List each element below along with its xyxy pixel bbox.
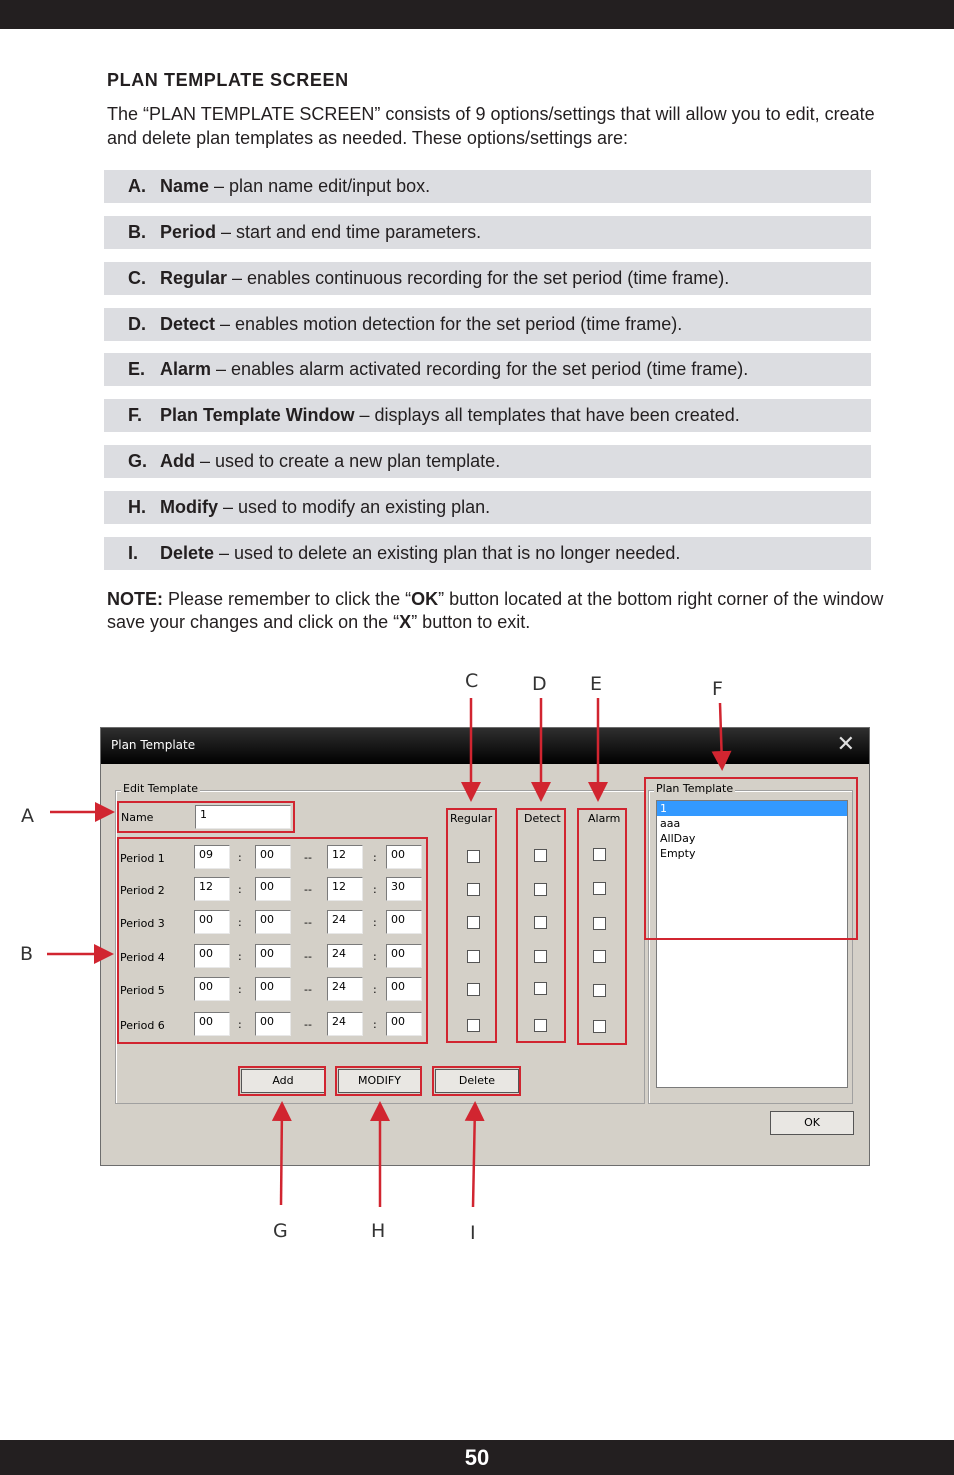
option-desc: – plan name edit/input box. — [209, 176, 431, 196]
list-item[interactable]: aaa — [660, 817, 681, 830]
period-start-minute[interactable]: 00 — [255, 910, 291, 934]
colon: : — [373, 883, 377, 896]
note-label: NOTE: — [107, 589, 163, 609]
period-start-minute[interactable]: 00 — [255, 944, 291, 968]
note-text-1: Please remember to click the “ — [163, 589, 412, 609]
option-e — [104, 353, 871, 386]
period-end-hour[interactable]: 12 — [327, 877, 363, 901]
page-number-bar — [0, 1440, 954, 1475]
option-letter: F. — [128, 405, 143, 425]
page-number: 50 — [464, 1445, 490, 1470]
option-c — [104, 262, 871, 295]
highlight-plan-template — [644, 777, 858, 940]
alarm-column-header: Alarm — [588, 812, 621, 825]
intro-paragraph: The “PLAN TEMPLATE SCREEN” consists of 9 options/settings that will allow you to edit, create and delete plan templates as needed. These options/settings are: — [107, 104, 875, 148]
plan-template-group-label: Plan Template — [656, 782, 734, 795]
colon: : — [238, 1018, 242, 1031]
callout-f: F — [712, 678, 723, 700]
callout-c: C — [465, 670, 479, 692]
period-start-minute[interactable]: 00 — [255, 877, 291, 901]
period-end-minute[interactable]: 30 — [386, 877, 422, 901]
callout-b: B — [20, 943, 34, 965]
option-desc: – used to create a new plan template. — [195, 451, 501, 471]
colon: : — [238, 916, 242, 929]
colon: : — [238, 983, 242, 996]
option-letter: I. — [128, 543, 139, 563]
period-label: Period 2 — [120, 884, 165, 897]
name-input[interactable]: 1 — [195, 805, 291, 829]
modify-button[interactable]: MODIFY — [338, 1069, 421, 1093]
option-h — [104, 491, 871, 524]
list-item[interactable]: 1 — [657, 801, 847, 816]
colon: : — [373, 950, 377, 963]
period-end-hour[interactable]: 24 — [327, 910, 363, 934]
dialog-title: Plan Template — [111, 738, 196, 752]
option-term: Plan Template Window — [160, 405, 355, 425]
option-desc: – enables alarm activated recording for the set period (time frame). — [211, 359, 749, 379]
edit-template-label: Edit Template — [123, 782, 198, 795]
option-d — [104, 308, 871, 341]
colon: : — [238, 851, 242, 864]
period-end-hour[interactable]: 12 — [327, 845, 363, 869]
option-term: Delete — [160, 543, 215, 563]
option-letter: C. — [128, 268, 146, 288]
dash: -- — [304, 916, 312, 929]
highlight-delete — [432, 1066, 521, 1096]
option-term: Period — [160, 222, 217, 242]
dash: -- — [304, 1018, 312, 1031]
option-f — [104, 399, 871, 432]
highlight-periods — [117, 837, 428, 1044]
detect-column-header: Detect — [524, 812, 561, 825]
highlight-add — [238, 1066, 326, 1096]
highlight-name — [117, 801, 295, 833]
dash: -- — [304, 950, 312, 963]
period-end-minute[interactable]: 00 — [386, 1012, 422, 1036]
dash: -- — [304, 851, 312, 864]
period-end-minute[interactable]: 00 — [386, 845, 422, 869]
option-g — [104, 445, 871, 478]
period-start-hour[interactable]: 12 — [194, 877, 230, 901]
callout-i: I — [470, 1222, 476, 1244]
add-button[interactable]: Add — [241, 1069, 325, 1093]
period-end-minute[interactable]: 00 — [386, 944, 422, 968]
option-desc: – start and end time parameters. — [216, 222, 482, 242]
note-ok: OK — [411, 589, 439, 609]
option-desc: – enables motion detection for the set period (time frame). — [215, 314, 683, 334]
option-i — [104, 537, 871, 570]
callout-h: H — [371, 1220, 386, 1242]
highlight-alarm — [577, 808, 627, 1045]
period-end-minute[interactable]: 00 — [386, 977, 422, 1001]
period-label: Period 5 — [120, 984, 165, 997]
period-start-hour[interactable]: 00 — [194, 1012, 230, 1036]
colon: : — [238, 883, 242, 896]
colon: : — [373, 851, 377, 864]
period-start-hour[interactable]: 00 — [194, 944, 230, 968]
option-letter: H. — [128, 497, 146, 517]
period-start-hour[interactable]: 00 — [194, 910, 230, 934]
period-start-minute[interactable]: 00 — [255, 845, 291, 869]
delete-button[interactable]: Delete — [435, 1069, 519, 1093]
dash: -- — [304, 983, 312, 996]
option-desc: – used to modify an existing plan. — [218, 497, 491, 517]
highlight-regular — [446, 808, 497, 1043]
period-label: Period 6 — [120, 1019, 165, 1032]
period-end-hour[interactable]: 24 — [327, 944, 363, 968]
option-letter: D. — [128, 314, 146, 334]
option-letter: E. — [128, 359, 146, 379]
period-end-hour[interactable]: 24 — [327, 977, 363, 1001]
note-text-2: ” button located at the bottom right corner of the window save your changes and click on the “ — [107, 589, 884, 632]
colon: : — [373, 916, 377, 929]
option-b — [104, 216, 871, 249]
colon: : — [238, 950, 242, 963]
ok-button[interactable]: OK — [770, 1111, 854, 1135]
note-x: X — [399, 612, 412, 632]
option-letter: A. — [128, 176, 146, 196]
option-letter: B. — [128, 222, 146, 242]
period-start-minute[interactable]: 00 — [255, 1012, 291, 1036]
option-term: Regular — [160, 268, 228, 288]
option-term: Alarm — [160, 359, 212, 379]
colon: : — [373, 1018, 377, 1031]
callout-a: A — [21, 805, 34, 827]
option-letter: G. — [128, 451, 148, 471]
period-start-hour[interactable]: 09 — [194, 845, 230, 869]
period-start-hour[interactable]: 00 — [194, 977, 230, 1001]
dialog-titlebar — [101, 728, 869, 764]
name-label: Name — [121, 811, 154, 824]
top-bar — [0, 0, 954, 29]
period-label: Period 3 — [120, 917, 165, 930]
dash: -- — [304, 883, 312, 896]
period-end-minute[interactable]: 00 — [386, 910, 422, 934]
note-text-3: ” button to exit. — [411, 612, 531, 632]
option-desc: – enables continuous recording for the set period (time frame). — [227, 268, 730, 288]
close-icon[interactable]: ✕ — [836, 732, 855, 757]
option-a — [104, 170, 871, 203]
option-desc: – used to delete an existing plan that is no longer needed. — [214, 543, 681, 563]
regular-column-header: Regular — [450, 812, 493, 825]
period-start-minute[interactable]: 00 — [255, 977, 291, 1001]
period-label: Period 4 — [120, 951, 165, 964]
period-label: Period 1 — [120, 852, 165, 865]
list-item[interactable]: Empty — [660, 847, 696, 860]
option-term: Detect — [160, 314, 216, 334]
plan-template-dialog — [100, 727, 870, 1166]
option-term: Name — [160, 176, 210, 196]
highlight-detect — [516, 808, 566, 1043]
list-item[interactable]: AllDay — [660, 832, 696, 845]
callout-e: E — [590, 673, 603, 695]
highlight-modify — [335, 1066, 422, 1096]
note-paragraph — [107, 588, 907, 634]
option-term: Add — [160, 451, 195, 471]
option-term: Modify — [160, 497, 218, 517]
section-heading: PLAN TEMPLATE SCREEN — [107, 70, 349, 90]
colon: : — [373, 983, 377, 996]
period-end-hour[interactable]: 24 — [327, 1012, 363, 1036]
callout-g: G — [273, 1220, 288, 1242]
option-desc: – displays all templates that have been created. — [354, 405, 740, 425]
callout-d: D — [532, 673, 547, 695]
